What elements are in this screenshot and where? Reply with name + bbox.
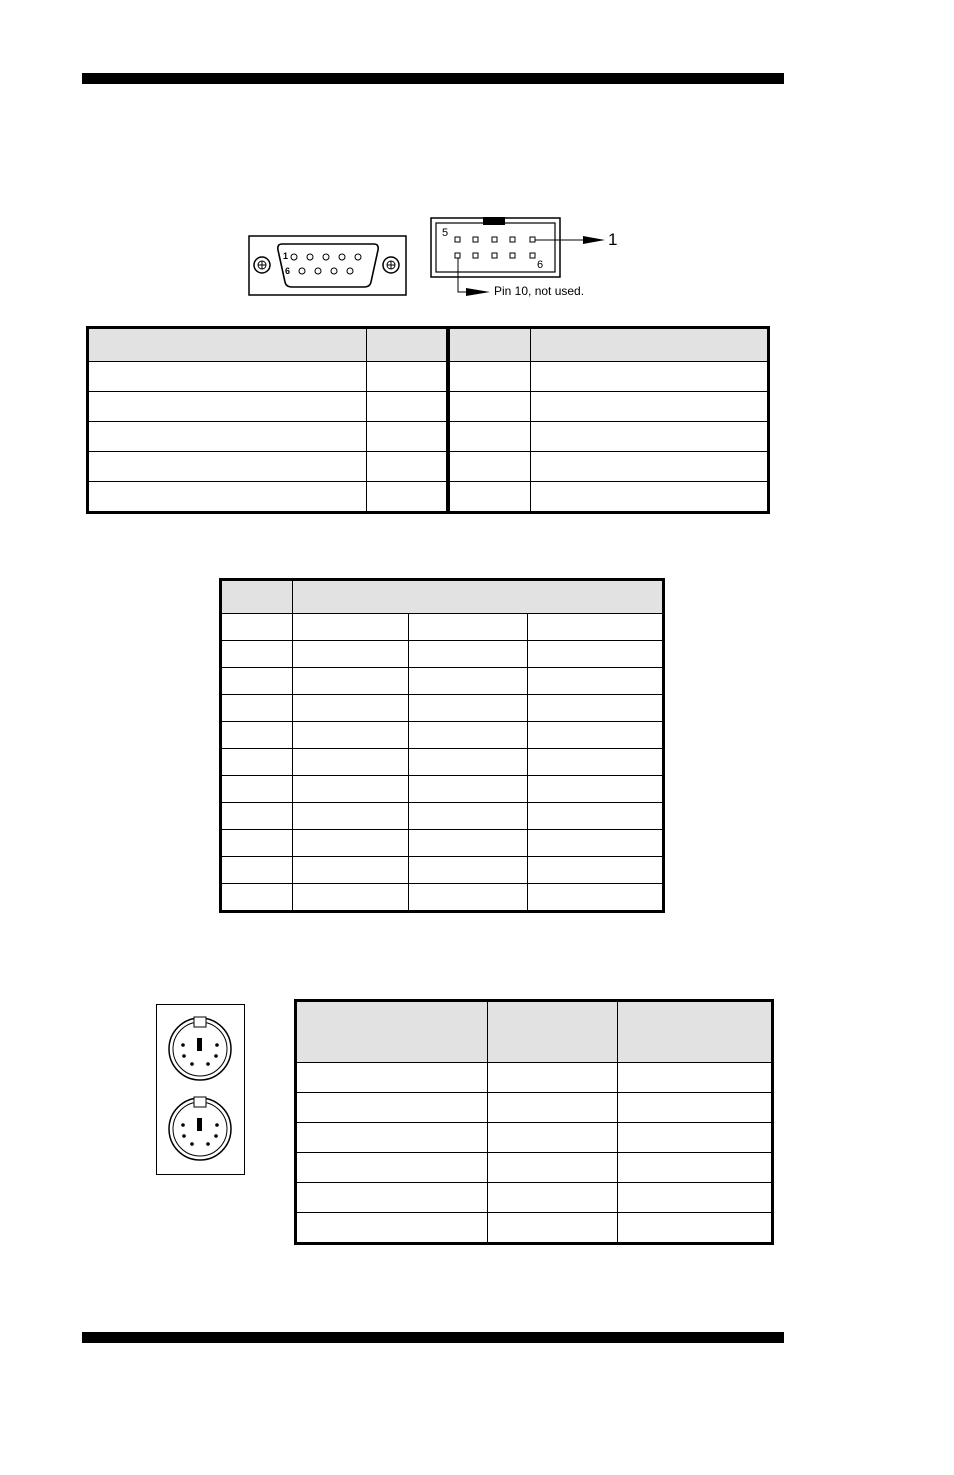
table-cell <box>448 422 530 452</box>
table-cell <box>221 695 293 722</box>
table-cell <box>293 830 409 857</box>
table-cell <box>221 803 293 830</box>
header-pin-6-label: 6 <box>537 259 544 271</box>
table-cell <box>409 614 528 641</box>
table-cell <box>409 749 528 776</box>
db9-pin-6-label: 6 <box>285 266 291 276</box>
table-row <box>88 452 769 482</box>
table-cell <box>409 830 528 857</box>
table-cell <box>448 482 530 513</box>
table-cell <box>530 392 768 422</box>
table-cell <box>528 722 664 749</box>
pin-assignment-table <box>219 578 665 913</box>
header-cell <box>618 1001 773 1063</box>
table-cell <box>293 749 409 776</box>
table-cell <box>296 1213 488 1244</box>
table-cell <box>528 749 664 776</box>
table-cell <box>293 776 409 803</box>
table-cell <box>618 1123 773 1153</box>
table-row <box>296 1153 773 1183</box>
table-cell <box>293 722 409 749</box>
table-row <box>221 857 664 884</box>
header-cell <box>530 328 768 362</box>
table-cell <box>221 722 293 749</box>
serial-port-pin-table <box>86 326 770 514</box>
header-cell <box>88 328 367 362</box>
table-cell <box>221 614 293 641</box>
db9-pin-1-label: 1 <box>283 251 289 261</box>
table-cell <box>530 422 768 452</box>
table-cell <box>448 392 530 422</box>
table-cell <box>367 452 448 482</box>
table-row <box>221 776 664 803</box>
table-cell <box>528 830 664 857</box>
table-row <box>221 830 664 857</box>
table-cell <box>221 641 293 668</box>
table-row <box>221 641 664 668</box>
table-cell <box>367 392 448 422</box>
table-cell <box>88 392 367 422</box>
table-cell <box>528 884 664 912</box>
table-cell <box>488 1153 618 1183</box>
bottom-rule <box>82 1332 784 1343</box>
table-cell <box>293 857 409 884</box>
table-cell <box>296 1123 488 1153</box>
table-cell <box>293 695 409 722</box>
table-cell <box>409 668 528 695</box>
table-cell <box>530 452 768 482</box>
table-cell <box>488 1183 618 1213</box>
table-row <box>221 668 664 695</box>
table-cell <box>488 1123 618 1153</box>
table-cell <box>409 722 528 749</box>
table-row <box>296 1213 773 1244</box>
top-rule <box>82 73 784 84</box>
table-row <box>296 1093 773 1123</box>
table-cell <box>409 641 528 668</box>
table-cell <box>296 1153 488 1183</box>
table-cell <box>367 422 448 452</box>
header-cell <box>293 580 664 614</box>
table-cell <box>488 1063 618 1093</box>
table-cell <box>618 1183 773 1213</box>
table-cell <box>296 1093 488 1123</box>
ps2-pin-table <box>294 999 774 1245</box>
table-cell <box>530 482 768 513</box>
table-cell <box>530 362 768 392</box>
table-cell <box>409 695 528 722</box>
table-row <box>88 392 769 422</box>
table-cell <box>296 1063 488 1093</box>
table-header-row <box>88 328 769 362</box>
table-cell <box>528 803 664 830</box>
table-cell <box>448 362 530 392</box>
header-cell <box>448 328 530 362</box>
table-cell <box>528 695 664 722</box>
table-cell <box>367 362 448 392</box>
table-cell <box>221 857 293 884</box>
table-cell <box>221 668 293 695</box>
header-cell <box>488 1001 618 1063</box>
header-cell <box>221 580 293 614</box>
table-cell <box>293 614 409 641</box>
table-cell <box>409 776 528 803</box>
pin-header-icon <box>430 216 630 300</box>
table-row <box>296 1183 773 1213</box>
table-cell <box>528 776 664 803</box>
table-cell <box>528 857 664 884</box>
table-cell <box>88 422 367 452</box>
table-cell <box>488 1213 618 1244</box>
table-header-row <box>296 1001 773 1063</box>
table-cell <box>293 884 409 912</box>
table-cell <box>221 830 293 857</box>
header-cell <box>296 1001 488 1063</box>
ps2-connector-icon <box>156 1004 246 1176</box>
table-row <box>88 362 769 392</box>
table-cell <box>367 482 448 513</box>
table-cell <box>293 803 409 830</box>
header-pin-5-label: 5 <box>442 227 449 239</box>
table-cell <box>409 803 528 830</box>
table-header-row <box>221 580 664 614</box>
table-row <box>221 695 664 722</box>
table-cell <box>221 749 293 776</box>
table-cell <box>88 362 367 392</box>
table-row <box>221 803 664 830</box>
table-row <box>88 482 769 513</box>
callout-arrow-icon <box>466 288 490 296</box>
table-cell <box>221 884 293 912</box>
table-row <box>296 1063 773 1093</box>
table-row <box>221 722 664 749</box>
table-row <box>221 614 664 641</box>
table-cell <box>448 452 530 482</box>
table-cell <box>618 1213 773 1244</box>
table-row <box>88 422 769 452</box>
pin10-callout: Pin 10, not used. <box>494 284 585 298</box>
table-cell <box>618 1093 773 1123</box>
table-cell <box>618 1153 773 1183</box>
table-cell <box>528 641 664 668</box>
table-row <box>221 884 664 912</box>
table-cell <box>293 641 409 668</box>
table-cell <box>409 857 528 884</box>
table-cell <box>221 776 293 803</box>
table-cell <box>528 614 664 641</box>
db9-connector-icon <box>248 235 408 297</box>
table-cell <box>293 668 409 695</box>
table-cell <box>88 452 367 482</box>
table-cell <box>528 668 664 695</box>
table-cell <box>296 1183 488 1213</box>
arrow-right-icon <box>583 236 605 244</box>
table-cell <box>488 1093 618 1123</box>
table-cell <box>88 482 367 513</box>
table-cell <box>409 884 528 912</box>
header-pin-1-label: 1 <box>608 230 618 249</box>
header-cell <box>367 328 448 362</box>
table-cell <box>618 1063 773 1093</box>
table-row <box>221 749 664 776</box>
table-row <box>296 1123 773 1153</box>
